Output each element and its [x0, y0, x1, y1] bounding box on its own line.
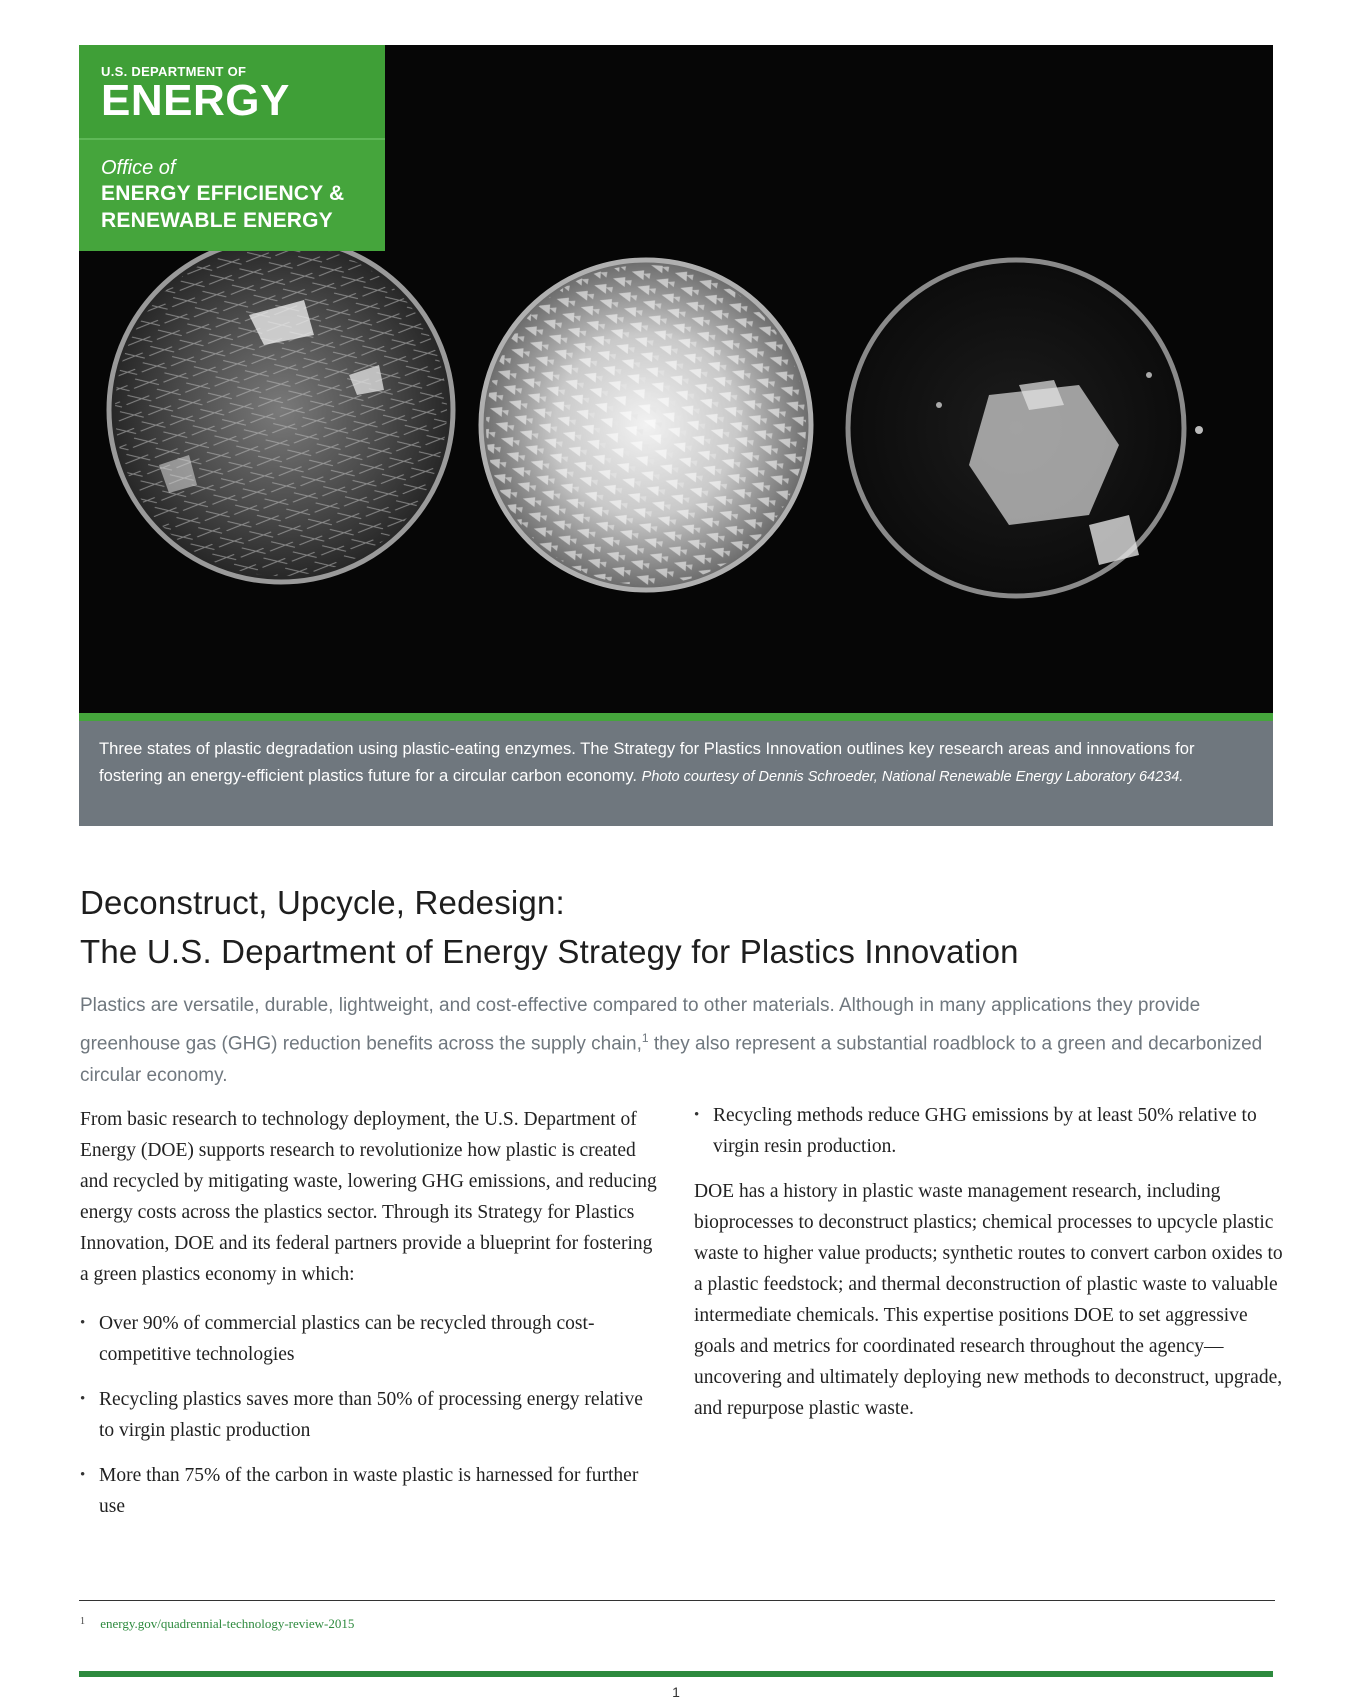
intro-part1: Plastics are versatile, durable, lightweight, and cost-effective compared to other materials. Although in many applications they provide greenhouse gas (GHG) reduction benefits across the supply chain, [80, 995, 1201, 1055]
page-title [80, 878, 1280, 976]
body-left-column [80, 1104, 660, 1536]
title-line1: Deconstruct, Upcycle, Redesign: [80, 884, 565, 921]
logo-office-of: Office of [101, 157, 176, 179]
footer-green-rule [79, 1671, 1273, 1677]
page-number: 1 [672, 1684, 680, 1700]
logo-eere-line1: ENERGY EFFICIENCY & [101, 182, 345, 205]
footnote-number: 1 [80, 1616, 85, 1627]
goals-list [80, 1308, 660, 1522]
list-item: • Recycling plastics saves more than 50% of processing energy relative to virgin plastic production [80, 1384, 660, 1446]
green-rule [79, 713, 1273, 721]
logo-energy: ENERGY [101, 76, 290, 125]
dish-middle [481, 260, 811, 590]
list-item: • More than 75% of the carbon in waste plastic is harnessed for further use [80, 1460, 660, 1522]
footnote [80, 1616, 354, 1632]
title-line2: The U.S. Department of Energy Strategy for Plastics Innovation [80, 933, 1019, 970]
caption-credit: Photo courtesy of Dennis Schroeder, National Renewable Energy Laboratory 64234. [641, 769, 1184, 785]
footnote-divider [79, 1600, 1275, 1601]
body-left-paragraph: From basic research to technology deployment, the U.S. Department of Energy (DOE) supports research to revolutionize how plastic is created and recycled by mitigating waste, lowering GHG emissions, and reducing energy costs across the plastics sector. Through its Strategy for Plastics Innovation, DOE and its federal partners provide a blueprint for fostering a green plastics economy in which: [80, 1109, 657, 1285]
logo-eere-line2: RENEWABLE ENERGY [101, 209, 333, 232]
body-right-paragraph: DOE has a history in plastic waste management research, including bioprocesses to deconstruct plastics; chemical processes to upcycle plastic waste to higher value products; synthetic routes to convert carbon oxides to a plastic feedstock; and thermal deconstruction of plastic waste to valuable intermediate chemicals. This expertise positions DOE to set aggressive goals and metrics for coordinated research throughout the agency—uncovering and ultimately deploying new methods to deconstruct, upgrade, and repurpose plastic waste. [694, 1181, 1283, 1419]
footnote-ref[interactable]: 1 [641, 1031, 649, 1045]
logo-department: U.S. DEPARTMENT OF [101, 64, 247, 79]
list-item: • Recycling methods reduce GHG emissions by at least 50% relative to virgin resin production. [694, 1100, 1284, 1162]
intro-part2: they also represent a substantial roadblock to a green and decarbonized circular economy. [80, 1033, 1263, 1087]
dish-left [109, 238, 453, 582]
photo-caption [79, 721, 1273, 826]
list-item: • Over 90% of commercial plastics can be recycled through cost-competitive technologies [80, 1308, 660, 1370]
goals-list-continued [694, 1100, 1284, 1162]
caption-text: Three states of plastic degradation using plastic-eating enzymes. The Strategy for Plastics Innovation outlines key research areas and innovations for fostering an energy-efficient plastics future for a circular carbon economy. [99, 739, 1195, 785]
doe-eere-logo [79, 45, 385, 251]
footnote-link[interactable]: energy.gov/quadrennial-technology-review-2015 [100, 1616, 355, 1631]
body-right-column [694, 1100, 1284, 1424]
intro-paragraph [80, 990, 1280, 1092]
hero-image [79, 45, 1273, 713]
